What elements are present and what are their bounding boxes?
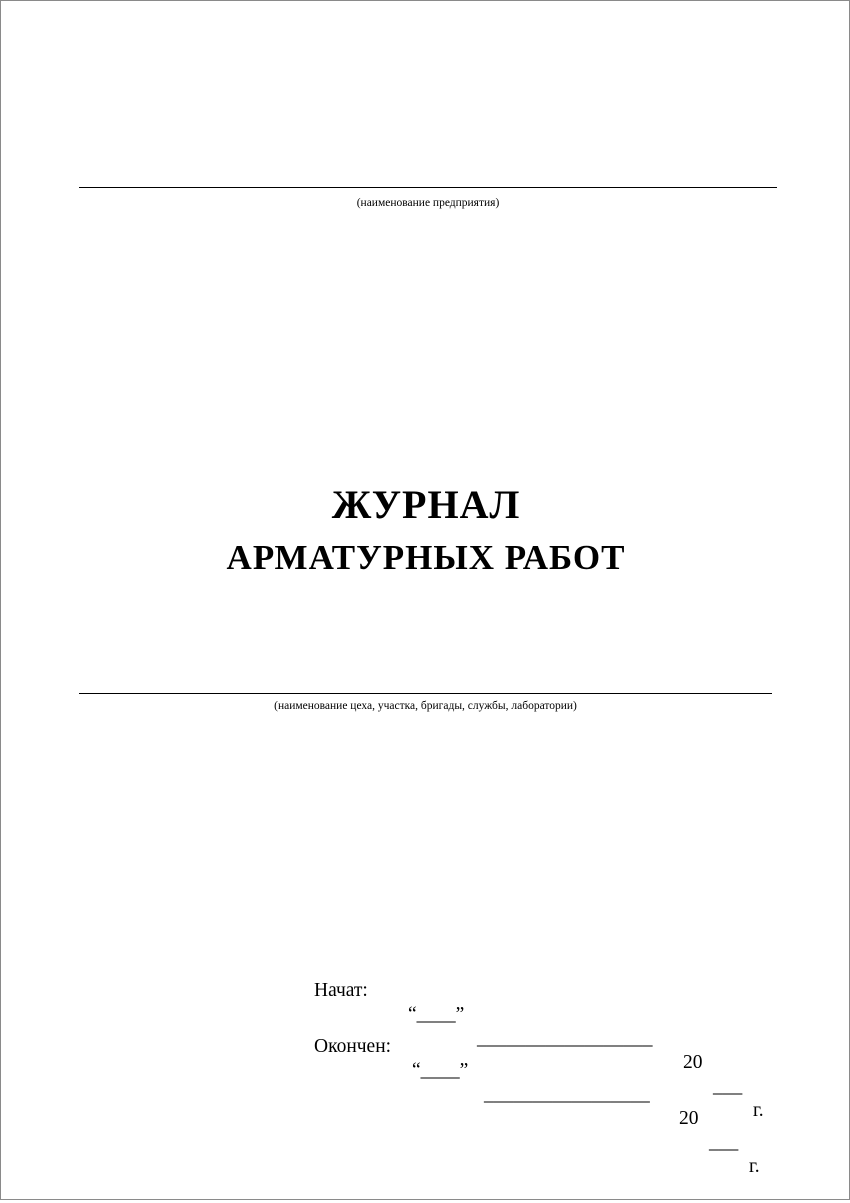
start-month-blank: __________________ (477, 1028, 653, 1049)
start-year-suffix: г. (753, 1100, 764, 1121)
end-year-suffix: г. (749, 1156, 760, 1177)
unit-name-line (79, 693, 772, 694)
organization-name-line (79, 187, 777, 188)
end-month-blank: _________________ (484, 1084, 650, 1105)
journal-subtitle: АРМАТУРНЫХ РАБОТ (226, 538, 626, 577)
start-date-label: Начат: (314, 980, 368, 1001)
end-year-blank: ___ (709, 1132, 739, 1153)
start-day-blank: “____” (408, 1004, 465, 1025)
end-date-label: Окончен: (314, 1036, 392, 1057)
end-day-blank: “____” (412, 1060, 469, 1081)
unit-name-caption: (наименование цеха, участка, бригады, службы, лаборатории) (274, 700, 577, 712)
end-date-row (1, 1011, 760, 1203)
start-year-blank: ___ (713, 1076, 743, 1097)
start-century: 20 (683, 1052, 703, 1073)
organization-name-caption: (наименование предприятия) (356, 197, 500, 209)
end-century: 20 (679, 1108, 699, 1129)
journal-title: ЖУРНАЛ (331, 482, 521, 527)
